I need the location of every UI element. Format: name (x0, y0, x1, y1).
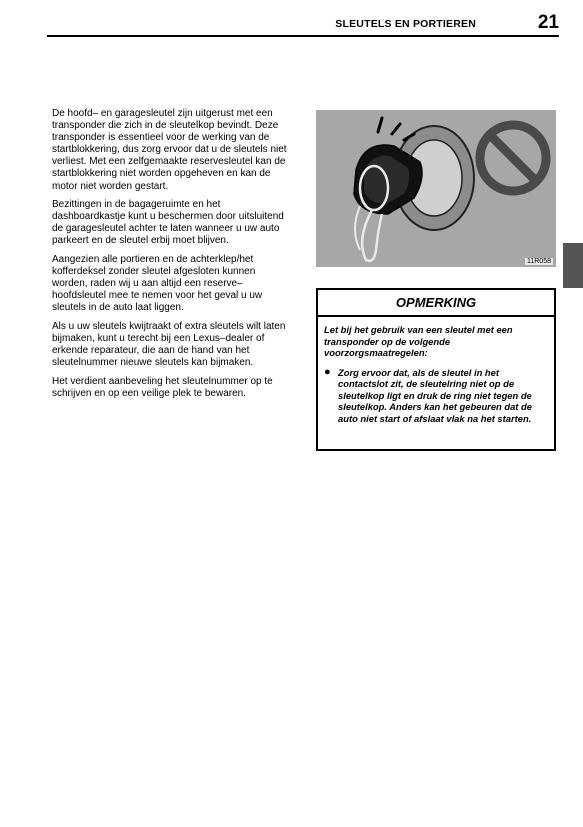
section-tab-marker (563, 243, 583, 288)
body-paragraph: Als u uw sleutels kwijtraakt of extra sleutels wilt laten bijmaken, kunt u terecht bij een Lexus–dealer of erkende reparateur, die aan de hand van het sleutelnummer nieuwe sleutels kan bijmaken. (52, 321, 286, 369)
body-paragraph: De hoofd– en garagesleutel zijn uitgerust met een transponder die zich in de sleutelkop bevindt. Deze transponder is essentieel voor de werking van de startblokkering, dus zorg ervoor dat u de sleutels niet verliest. Met een zelfgemaakte reservesleutel kan de startblokkering niet worden opgeheven en kan de motor niet worden gestart. (52, 108, 287, 192)
bullet-icon: ● (324, 365, 331, 378)
prohibited-icon (480, 125, 546, 191)
body-paragraph: Het verdient aanbeveling het sleutelnummer op te schrijven en op een veilige plek te bewaren. (52, 375, 273, 399)
body-paragraph: Bezittingen in de bagageruimte en het dashboardkastje kunt u beschermen door uitsluitend de garagesleutel achter te laten wanneer u uw auto parkeert en de sleutel erbij moet blijven. (52, 199, 284, 247)
page-number: 21 (537, 12, 559, 33)
note-title: OPMERKING (318, 290, 554, 317)
motion-lines-icon (378, 118, 414, 140)
key-illustration (316, 110, 556, 267)
section-title: SLEUTELS EN PORTIEREN (335, 18, 476, 30)
note-bullet-item (324, 367, 548, 425)
note-box (316, 288, 556, 451)
note-bullet-text: Zorg ervoor dat, als de sleutel in het contactslot zit, de sleutelring niet op de sleutelkop ligt en druk de ring niet tegen de sleutelkop. Anders kan het gebeuren dat de auto niet start of afslaat vlak na het starten. (338, 366, 532, 424)
body-paragraph: Aangezien alle portieren en de achterklep/het kofferdeksel zonder sleutel afgesloten kunnen worden, raden wij u aan altijd een reserve–hoofdsleutel mee te nemen voor het geval u uw sleutels in de auto laat liggen. (52, 254, 263, 314)
body-text-column (52, 108, 292, 407)
figure-code: 11R058 (526, 258, 551, 265)
header-rule (47, 35, 559, 37)
note-intro: Let bij het gebruik van een sleutel met een transponder op de volgende voorzorgsmaatregelen: (324, 324, 513, 358)
page-header (47, 10, 559, 37)
